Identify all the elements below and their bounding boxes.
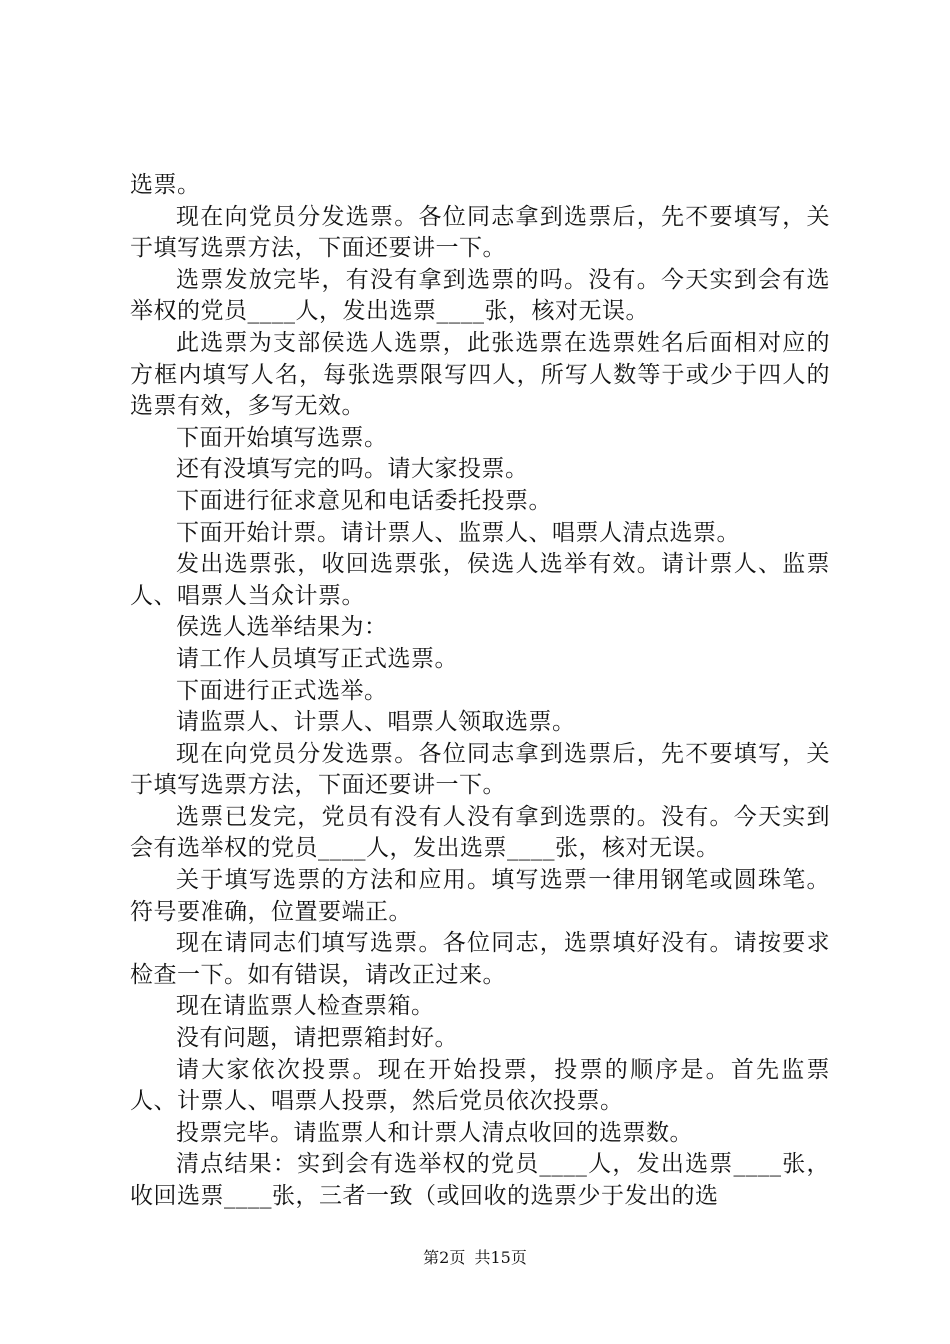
document-body	[130, 170, 830, 1213]
page-total: 共15页	[474, 1248, 527, 1267]
paragraph: 请工作人员填写正式选票。	[176, 645, 458, 672]
paragraph: 还有没填写完的吗。请大家投票。	[176, 456, 529, 483]
paragraph: 选票。	[130, 172, 201, 198]
paragraph: 发出选票张，收回选票张，侯选人选举有效。请计票人、监票人、唱票人当众计票。	[130, 551, 830, 609]
paragraph: 现在向党员分发选票。各位同志拿到选票后，先不要填写，关于填写选票方法，下面还要讲一下。	[130, 203, 830, 262]
paragraph: 现在请同志们填写选票。各位同志，选票填好没有。请按要求检查一下。如有错误，请改正过来。	[130, 930, 830, 988]
paragraph: 选票发放完毕，有没有拿到选票的吗。没有。今天实到会有选举权的党员____人，发出选票____张，核对无误。	[130, 266, 830, 325]
paragraph: 侯选人选举结果为：	[176, 614, 388, 641]
paragraph: 现在请监票人检查票箱。	[176, 993, 435, 1020]
paragraph: 现在向党员分发选票。各位同志拿到选票后，先不要填写，关于填写选票方法，下面还要讲一下。	[130, 740, 830, 799]
paragraph: 下面开始填写选票。	[176, 424, 388, 451]
paragraph: 请监票人、计票人、唱票人领取选票。	[176, 709, 576, 736]
page-number: 第2页	[423, 1248, 466, 1267]
paragraph: 投票完毕。请监票人和计票人清点收回的选票数。	[176, 1119, 693, 1146]
paragraph: 没有问题，请把票箱封好。	[176, 1025, 458, 1052]
page-footer	[0, 1245, 950, 1268]
paragraph: 清点结果：实到会有选举权的党员____人，发出选票____张，收回选票____张，三者一致（或回收的选票少于发出的选	[130, 1151, 830, 1209]
paragraph: 此选票为支部侯选人选票，此张选票在选票姓名后面相对应的方框内填写人名，每张选票限写四人，所写人数等于或少于四人的选票有效，多写无效。	[130, 329, 830, 420]
paragraph: 关于填写选票的方法和应用。填写选票一律用钢笔或圆珠笔。符号要准确，位置要端正。	[130, 867, 830, 925]
paragraph: 下面进行正式选举。	[176, 677, 388, 704]
paragraph: 请大家依次投票。现在开始投票，投票的顺序是。首先监票人、计票人、唱票人投票，然后党员依次投票。	[130, 1056, 830, 1115]
paragraph: 下面开始计票。请计票人、监票人、唱票人清点选票。	[176, 519, 740, 546]
paragraph: 选票已发完，党员有没有人没有拿到选票的。没有。今天实到会有选举权的党员____人，发出选票____张，核对无误。	[130, 803, 830, 862]
paragraph: 下面进行征求意见和电话委托投票。	[176, 487, 552, 514]
